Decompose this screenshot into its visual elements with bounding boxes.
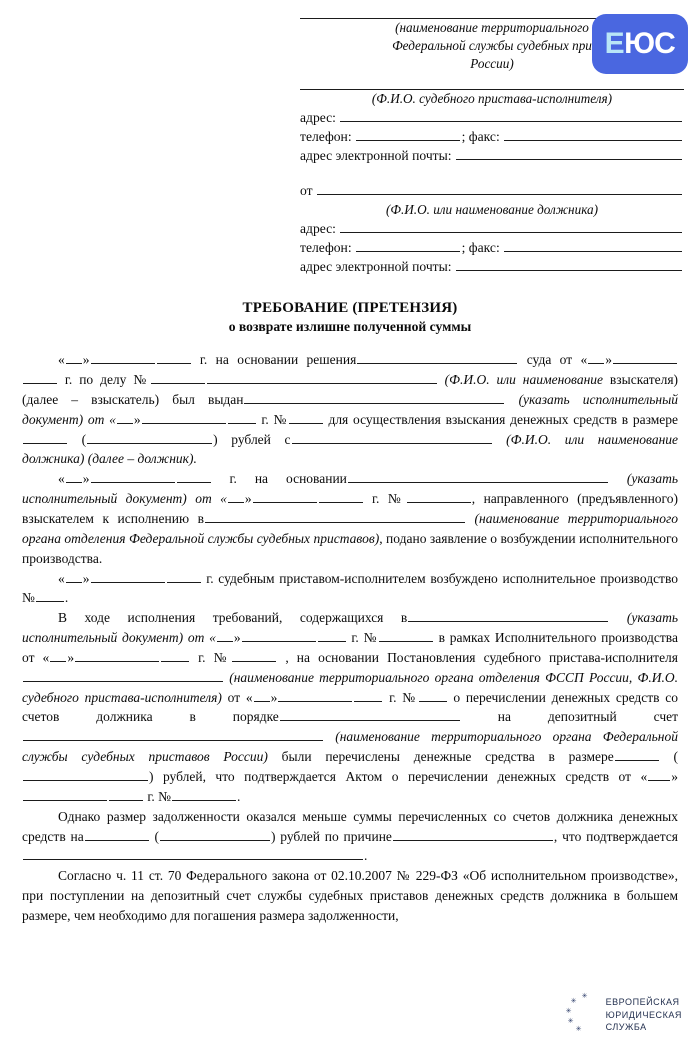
- p1-s5: »: [605, 352, 613, 368]
- recipient-phone-label: телефон:: [300, 128, 352, 144]
- paragraph-5: [22, 807, 678, 867]
- p2-s9: , подано заявление о возбуждении исполнительного производства.: [22, 530, 678, 566]
- paragraph-1: [22, 350, 678, 469]
- eu-stars-arc-icon: [566, 992, 600, 1038]
- p5-excess-blank[interactable]: [85, 828, 149, 840]
- p1-s8: взыскателя) (далее – взыскатель) был выдан: [22, 372, 679, 407]
- p1-s2: »: [82, 352, 90, 368]
- p2-year-blank[interactable]: [177, 471, 211, 483]
- p5-s1: Однако размер задолженности оказался меньше суммы перечисленных со счетов должника денежных средств на: [22, 808, 678, 844]
- p2-doc-year-blank[interactable]: [319, 491, 363, 503]
- footer-line-1: ЕВРОПЕЙСКАЯ: [605, 996, 680, 1007]
- p4-s20: г. №: [147, 788, 172, 804]
- sender-fax-label: ; факс:: [461, 239, 500, 255]
- page-title: ТРЕБОВАНИЕ (ПРЕТЕНЗИЯ): [242, 299, 458, 316]
- p5-s4: , что подтверждается: [553, 828, 678, 844]
- recipient-caption-line-1: (наименование территориального: [395, 20, 589, 35]
- p3-month-blank[interactable]: [91, 570, 165, 582]
- p4-doc-day-blank[interactable]: [217, 630, 233, 642]
- recipient-caption-line-2: Федеральной службы судебных при: [392, 37, 592, 53]
- p4-s18: ) рублей, что подтверждается Актом о перечислении денежных средств от «: [149, 768, 648, 784]
- p3-day-blank[interactable]: [66, 570, 82, 582]
- p4-proc-month-blank[interactable]: [75, 650, 159, 662]
- footer-line-3: СЛУЖБА: [605, 1022, 647, 1033]
- p2-day-blank[interactable]: [66, 471, 82, 483]
- p4-act-day-blank[interactable]: [648, 769, 670, 781]
- recipient-address-field[interactable]: [300, 108, 684, 127]
- p2-doc-month-blank[interactable]: [253, 491, 317, 503]
- p2-s1: «: [58, 471, 65, 487]
- from-label: от: [300, 183, 313, 199]
- p2-s3: г. на основании: [229, 471, 347, 487]
- p4-proc-year-blank[interactable]: [161, 650, 189, 662]
- document-body: [0, 350, 700, 925]
- p2-s4: (указать исполнительный документ) от «: [22, 471, 679, 507]
- p4-doc-month-blank[interactable]: [242, 630, 316, 642]
- p1-court-month-blank[interactable]: [613, 352, 677, 364]
- recipient-email-field[interactable]: [300, 146, 684, 165]
- p3-s3: г. судебным приставом-исполнителем возбуждено исполнительное производство №: [22, 570, 678, 606]
- p4-s3: »: [233, 630, 241, 646]
- p4-s11: »: [270, 689, 278, 705]
- p4-s16: были перечислены денежные средства в размере: [281, 749, 614, 765]
- p4-res-no-blank[interactable]: [419, 690, 447, 702]
- p5-reason-blank[interactable]: [393, 828, 553, 840]
- p4-doc-no-blank[interactable]: [379, 630, 433, 642]
- p4-res-month-blank[interactable]: [278, 690, 352, 702]
- p3-proceeding-no-blank[interactable]: [36, 590, 64, 602]
- recipient-caption-line-3: России): [470, 55, 514, 71]
- recipient-fax-blank[interactable]: [504, 128, 682, 141]
- recipient-phone-blank[interactable]: [356, 128, 460, 141]
- p2-s8: (наименование территориального органа отделения Федеральной службы судебных приставов): [22, 511, 678, 546]
- p2-s5: »: [244, 491, 252, 507]
- p1-day-blank[interactable]: [66, 352, 82, 364]
- star-icon-5: ✳: [575, 1025, 582, 1033]
- p1-s12: для осуществления взыскания денежных средств в размере: [328, 411, 678, 427]
- document-title-block: [0, 299, 700, 337]
- p6-s1: Согласно ч. 11 ст. 70 Федерального закона от 02.10.2007 № 229-ФЗ «Об исполнительном производстве», при поступлении на депозитный счет службы судебных приставов денежных средств должника в большем размере, чем необходимо для погашения размера задолженности,: [22, 868, 678, 923]
- p4-s7: г. №: [198, 649, 232, 665]
- p4-s12: г. №: [389, 689, 418, 705]
- p1-sum-words-blank[interactable]: [87, 432, 212, 444]
- p4-res-year-blank[interactable]: [354, 690, 382, 702]
- p5-s5: .: [364, 848, 368, 864]
- sender-address-blank[interactable]: [340, 220, 682, 233]
- paragraph-2: [22, 469, 678, 568]
- p4-s6: »: [67, 649, 75, 665]
- recipient-phone-fax-field[interactable]: [300, 127, 684, 146]
- p2-month-blank[interactable]: [91, 471, 175, 483]
- p1-s10: »: [133, 411, 141, 427]
- p4-s9: (наименование территориального органа отделения ФССП России, Ф.И.О. судебного пристава-исполнителя): [22, 669, 679, 705]
- p4-s21: .: [237, 788, 241, 804]
- p5-proof-blank[interactable]: [23, 848, 363, 860]
- p4-order-blank[interactable]: [280, 709, 460, 721]
- p4-doc-year-blank[interactable]: [318, 630, 346, 642]
- p1-doc-month-blank[interactable]: [142, 412, 226, 424]
- p4-s15: (наименование территориального органа Федеральной службы судебных приставов России): [22, 729, 678, 765]
- p4-amount-words-blank[interactable]: [23, 769, 148, 781]
- p1-s7: (Ф.И.О. или наименование: [444, 372, 604, 388]
- p2-s7: , направленного (предъявленного) взыскателем к исполнению в: [22, 491, 678, 527]
- sender-phone-label: телефон:: [300, 239, 352, 255]
- p1-claimant-blank[interactable]: [207, 372, 437, 384]
- p1-doc-day-blank[interactable]: [117, 412, 133, 424]
- p1-s9: (указать исполнительный документ) от «: [22, 391, 679, 427]
- p4-doc-blank[interactable]: [408, 610, 608, 622]
- sender-address-label: адрес:: [300, 220, 336, 236]
- sender-email-label: адрес электронной почты:: [300, 259, 452, 275]
- p4-res-day-blank[interactable]: [254, 690, 270, 702]
- recipient-fax-label: ; факс:: [461, 128, 500, 144]
- debtor-caption: (Ф.И.О. или наименование должника): [385, 201, 599, 217]
- p4-s13: о перечислении денежных средств со счетов должника в порядке: [22, 689, 679, 725]
- sender-phone-fax-field[interactable]: [300, 238, 684, 257]
- p1-doc-year-blank[interactable]: [228, 412, 256, 424]
- sender-phone-blank[interactable]: [356, 239, 460, 252]
- header-spacer-2: [300, 165, 684, 181]
- p4-s19: »: [671, 768, 678, 784]
- eus-logo-letters-rest: ЮС: [624, 27, 676, 60]
- p4-act-month-blank[interactable]: [23, 789, 107, 801]
- sender-fax-blank[interactable]: [504, 239, 682, 252]
- p1-court-day-blank[interactable]: [588, 352, 604, 364]
- p4-s10: от «: [227, 689, 253, 705]
- eus-logo-text: [605, 29, 676, 59]
- star-icon-4: ✳: [567, 1017, 574, 1025]
- p2-basis-blank[interactable]: [348, 471, 608, 483]
- p1-court-blank[interactable]: [357, 352, 517, 364]
- recipient-email-label: адрес электронной почты:: [300, 148, 452, 164]
- footer-brand-logo: [566, 992, 682, 1038]
- page-subtitle: о возврате излишне полученной суммы: [228, 319, 472, 335]
- p3-s1: «: [58, 570, 65, 586]
- p4-deposit-blank[interactable]: [23, 729, 323, 741]
- sender-from-blank[interactable]: [317, 183, 682, 196]
- p4-s2: (указать исполнительный документ) от «: [22, 610, 678, 646]
- p4-s4: г. №: [351, 630, 378, 646]
- sender-from-field[interactable]: [300, 181, 684, 200]
- p1-year-blank[interactable]: [157, 352, 191, 364]
- p4-proc-no-blank[interactable]: [232, 650, 276, 662]
- p1-s15: (Ф.И.О. или наименование должника) (далее – должник).: [22, 431, 679, 467]
- p1-s1: «: [58, 352, 65, 368]
- p5-s2: (: [154, 828, 159, 844]
- p4-act-year-blank[interactable]: [109, 789, 143, 801]
- p4-proc-day-blank[interactable]: [50, 650, 66, 662]
- p4-s17: (: [673, 749, 679, 765]
- paragraph-3: [22, 569, 678, 609]
- footer-line-2: ЮРИДИЧЕСКАЯ: [605, 1009, 682, 1020]
- p1-s6: г. по делу №: [64, 372, 150, 388]
- p1-doc-blank[interactable]: [244, 392, 504, 404]
- p2-s6: г. №: [372, 491, 406, 507]
- sender-email-blank[interactable]: [456, 259, 682, 272]
- header-spacer-1: [300, 73, 684, 89]
- p1-s3: г. на основании решения: [199, 352, 357, 368]
- p2-doc-day-blank[interactable]: [228, 491, 244, 503]
- p2-s2: »: [82, 471, 90, 487]
- p1-month-blank[interactable]: [91, 352, 155, 364]
- officer-caption: (Ф.И.О. судебного пристава-исполнителя): [371, 90, 613, 106]
- p3-s2: »: [82, 570, 90, 586]
- p5-s3: ) рублей по причине: [271, 828, 392, 844]
- star-icon-2: ✳: [570, 997, 577, 1005]
- p1-case-no-blank[interactable]: [151, 372, 205, 384]
- paragraph-4: [22, 608, 678, 806]
- eus-logo-letter-e: Е: [604, 27, 625, 60]
- p3-s4: .: [64, 590, 69, 606]
- p3-year-blank[interactable]: [167, 570, 201, 582]
- p4-s14: на депозитный счет: [497, 709, 679, 725]
- p1-s4: суда от «: [526, 352, 588, 368]
- p2-doc-no-blank[interactable]: [407, 491, 471, 503]
- sender-address-field[interactable]: [300, 219, 684, 238]
- p1-debtor-blank[interactable]: [292, 432, 492, 444]
- p1-court-year-blank[interactable]: [23, 372, 57, 384]
- p1-s11: г. №: [261, 411, 288, 427]
- paragraph-6: [22, 866, 678, 926]
- p4-s5: в рамках Исполнительного производства от «: [22, 630, 678, 665]
- recipient-address-blank[interactable]: [340, 109, 682, 122]
- sender-email-field[interactable]: [300, 257, 684, 276]
- p1-doc-no-blank[interactable]: [289, 412, 323, 424]
- p4-act-no-blank[interactable]: [172, 789, 236, 801]
- footer-brand-text: [606, 996, 682, 1034]
- p4-amount-blank[interactable]: [615, 749, 659, 761]
- p4-s8: , на основании Постановления судебного пристава-исполнителя: [285, 649, 679, 665]
- star-icon-1: ✳: [581, 992, 588, 1000]
- recipient-address-label: адрес:: [300, 109, 336, 125]
- recipient-email-blank[interactable]: [456, 147, 682, 160]
- p2-organ-blank[interactable]: [205, 511, 465, 523]
- p4-s1: В ходе исполнения требований, содержащихся в: [58, 610, 408, 626]
- p4-bailiff-blank[interactable]: [23, 670, 223, 682]
- p5-excess-words-blank[interactable]: [160, 828, 270, 840]
- p1-sum-blank[interactable]: [23, 432, 67, 444]
- p1-s14: ) рублей с: [213, 431, 291, 447]
- star-icon-3: ✳: [565, 1007, 572, 1015]
- p1-s13: (: [81, 431, 87, 447]
- officer-rule: [300, 89, 684, 90]
- eus-logo-badge: [592, 14, 688, 74]
